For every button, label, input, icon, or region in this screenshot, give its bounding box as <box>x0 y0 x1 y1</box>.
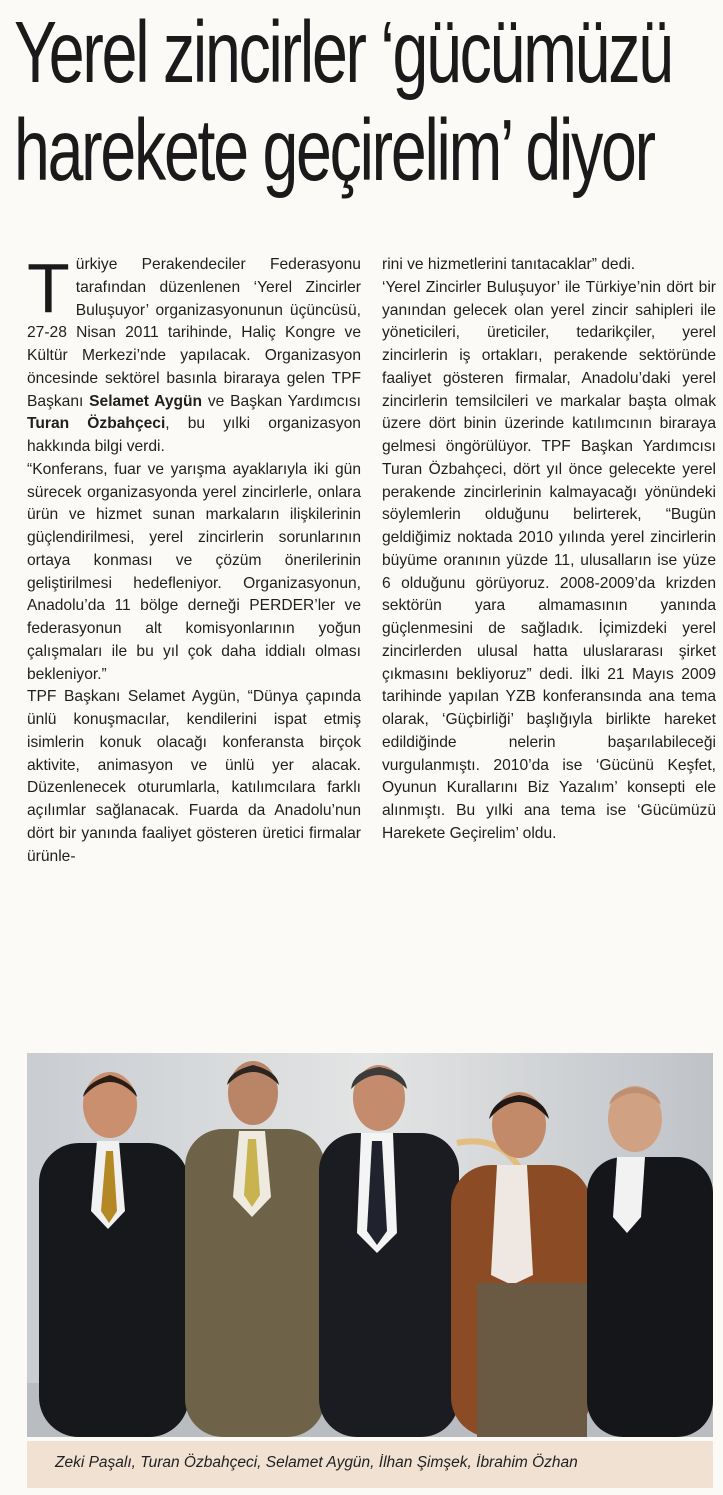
intro-text-c: , bu yılki organizasyon hakkında bilgi verdi. <box>27 415 361 455</box>
photo-caption: Zeki Paşalı, Turan Özbahçeci, Selamet Aygün, İlhan Şimşek, İbrahim Özhan <box>55 1454 578 1471</box>
article-column-left <box>27 249 362 868</box>
name-selamet-aygun: Selamet Aygün <box>89 392 203 410</box>
paragraph-intro <box>27 249 362 459</box>
paragraph-quote-1: “Konferans, fuar ve yarışma ayaklarıyla iki gün sürecek organizasyonda yerel zincirlerle, onlara ürün ve hizmet sunan markaların ilişkilerinin güçlendirilmesi, yerel zincirlerin sorunlarının ortaya konması ve çözüm önerilerinin geliştirilmesi hedefleniyor. Organizasyonun, Anadolu’da 11 bölge derneği PERDER’ler ve federasyonun alt komisyonlarının yoğun çalışmaları ile bu yıl çok daha iddialı olması bekleniyor.” <box>27 460 361 683</box>
group-photo-illustration <box>27 1053 713 1437</box>
article-column-right <box>382 254 716 846</box>
intro-text-a: ürkiye Perakendeciler Federasyonu tarafından düzenlenen ‘Yerel Zincirler Buluşuyor’ organizasyonunun üçüncüsü, 27-28 Nisan 2011 tarihinde, Haliç Kongre ve Kültür Merkezi’nde yapılacak. Organizasyon öncesinde sektörel basınla biraraya gelen TPF Başkanı <box>27 256 361 410</box>
paragraph-continuation: rini ve hizmetlerini tanıtacaklar” dedi. <box>382 256 636 273</box>
intro-text-b: ve Başkan Yardımcısı <box>202 392 362 410</box>
headline <box>14 4 672 200</box>
paragraph-quote-2: TPF Başkanı Selamet Aygün, “Dünya çapında ünlü konuşmacılar, kendilerini ispat etmiş isimlerin konuk olacağı konferansta birçok aktivite, animasyon ve ünlü yer alacak. Düzenlenecek oturumlarla, katılımcılara farklı açılımlar sağlanacak. Fuarda da Anadolu’nun dört bir yanında faaliyet gösteren üretici firmalar ürünle- <box>27 688 361 865</box>
paragraph-main: ‘Yerel Zincirler Buluşuyor’ ile Türkiye’nin dört bir yanından gelecek olan yerel zincir sahipleri ile yöneticileri, üreticiler, tedarikçiler, yerel zincirlerin iş ortakları, perakende sektöründe faaliyet gösteren firmalar, Anadolu’daki yerel zincirlerin temsilcileri ve markalar başta olmak üzere dört binin üzerinde katılımcının biraraya gelmesi öngörülüyor. TPF Başkan Yardımcısı Turan Özbahçeci, dört yıl önce gelecekte yerel perakende zincirlerinin kalmayacağı yönündeki söylemlerin olduğunu belirterek, “Bugün geldiğimiz noktada 2010 yılında yerel zincirlerin büyüme oranının yüzde 11, ulusalların ise yüze 6 olduğunu görüyoruz. 2008-2009’da krizden sektörün yara almamasının yanında güçlenmesini de sağladık. İçimizdeki yerel zincirlerden ulusal hatta uluslararası şirket çıkmasını bekliyoruz” dedi. İlki 21 Mayıs 2009 tarihinde yapılan YZB konferansında ana tema olarak, ‘Güçbirliği’ başlığıyla birlikte hareket edildiğinde nelerin başarılabileceği vurgulanmıştı. 2010’da ise ‘Gücünü Keşfet, Oyunun Kurallarını Biz Yazalım’ konsepti ele alınmıştı. Bu yılki ana tema ise ‘Gücümüzü Harekete Geçirelim’ oldu. <box>382 278 716 842</box>
headline-line-2: harekete geçirelim’ diyor <box>14 102 654 199</box>
drop-cap: T <box>27 249 70 327</box>
photo-caption-band <box>27 1441 713 1488</box>
headline-line-1: Yerel zincirler ‘gücümüzü <box>14 4 672 101</box>
name-turan-ozbahceci: Turan Özbahçeci <box>27 415 166 433</box>
group-photo <box>27 1053 713 1437</box>
